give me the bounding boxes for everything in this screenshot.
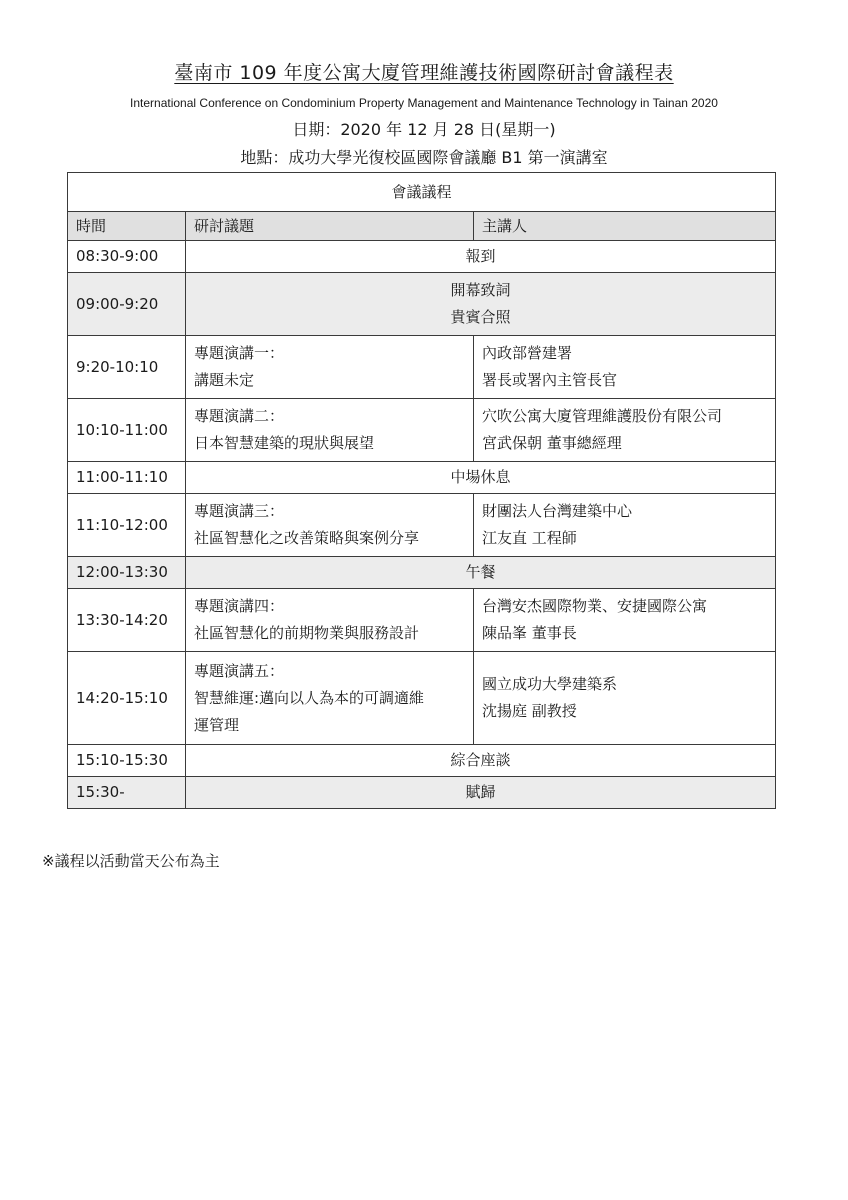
session-speaker bbox=[474, 589, 776, 652]
topic-line: 社區智慧化之改善策略與案例分享 bbox=[194, 529, 420, 547]
speaker-line: 宮武保朝 董事總經理 bbox=[482, 434, 622, 452]
session-time: 13:30-14:20 bbox=[68, 589, 186, 652]
speaker-line: 沈揚庭 副教授 bbox=[482, 702, 577, 720]
column-header-speaker: 主講人 bbox=[474, 212, 776, 241]
table-row bbox=[68, 652, 776, 745]
session-merged bbox=[186, 745, 776, 777]
speaker-line: 國立成功大學建築系 bbox=[482, 675, 618, 693]
session-topic bbox=[186, 589, 474, 652]
session-speaker bbox=[474, 652, 776, 745]
speaker-line: 陳品峯 董事長 bbox=[482, 624, 577, 642]
session-speaker bbox=[474, 399, 776, 462]
session-time: 14:20-15:10 bbox=[68, 652, 186, 745]
topic-line: 專題演講五： bbox=[194, 661, 285, 680]
table-row bbox=[68, 462, 776, 494]
session-speaker bbox=[474, 336, 776, 399]
column-header-time: 時間 bbox=[68, 212, 186, 241]
table-row bbox=[68, 494, 776, 557]
session-merged bbox=[186, 273, 776, 336]
speaker-line: 台灣安杰國際物業、安捷國際公寓 bbox=[482, 597, 708, 615]
topic-line: 專題演講四： bbox=[194, 597, 285, 615]
session-merged-text: 開幕致詞 bbox=[450, 281, 511, 299]
session-merged bbox=[186, 241, 776, 273]
session-merged-text: 貴賓合照 bbox=[450, 308, 511, 326]
table-row bbox=[68, 336, 776, 399]
footnote: ※議程以活動當天公布為主 bbox=[42, 852, 220, 870]
session-time: 11:10-12:00 bbox=[68, 494, 186, 557]
topic-line: 專題演講二： bbox=[194, 407, 285, 425]
event-date: 日期：2020 年 12 月 28 日(星期一) bbox=[292, 120, 556, 139]
session-speaker bbox=[474, 494, 776, 557]
topic-line: 專題演講一： bbox=[194, 344, 285, 362]
table-row bbox=[68, 589, 776, 652]
session-merged-text: 午餐 bbox=[465, 563, 496, 581]
speaker-line: 內政部營建署 bbox=[482, 344, 573, 362]
table-row bbox=[68, 777, 776, 809]
topic-line: 智慧維運:邁向以人為本的可調適維 bbox=[194, 688, 425, 707]
speaker-line: 財團法人台灣建築中心 bbox=[482, 502, 633, 520]
table-heading-row bbox=[68, 173, 776, 212]
table-row bbox=[68, 745, 776, 777]
session-time: 12:00-13:30 bbox=[68, 557, 186, 589]
session-time: 10:10-11:00 bbox=[68, 399, 186, 462]
event-venue: 地點：成功大學光復校區國際會議廳 B1 第一演講室 bbox=[240, 148, 608, 167]
session-time: 9:20-10:10 bbox=[68, 336, 186, 399]
column-header-topic: 研討議題 bbox=[186, 212, 474, 241]
session-merged bbox=[186, 777, 776, 809]
column-header-row bbox=[68, 212, 776, 241]
session-time: 11:00-11:10 bbox=[68, 462, 186, 494]
session-merged-text: 綜合座談 bbox=[450, 751, 511, 769]
session-topic bbox=[186, 652, 474, 745]
session-topic bbox=[186, 399, 474, 462]
table-row bbox=[68, 399, 776, 462]
topic-line: 日本智慧建築的現狀與展望 bbox=[194, 434, 375, 452]
session-topic bbox=[186, 336, 474, 399]
table-row bbox=[68, 557, 776, 589]
session-merged bbox=[186, 557, 776, 589]
session-time: 15:10-15:30 bbox=[68, 745, 186, 777]
session-time: 15:30- bbox=[68, 777, 186, 809]
session-merged bbox=[186, 462, 776, 494]
speaker-line: 署長或署內主管長官 bbox=[482, 371, 618, 389]
session-time: 09:00-9:20 bbox=[68, 273, 186, 336]
session-merged-text: 賦歸 bbox=[465, 783, 496, 801]
topic-line: 社區智慧化的前期物業與服務設計 bbox=[194, 624, 420, 642]
topic-line: 講題未定 bbox=[194, 371, 255, 389]
table-row bbox=[68, 241, 776, 273]
session-merged-text: 中場休息 bbox=[450, 468, 511, 486]
topic-line: 運管理 bbox=[194, 715, 240, 734]
session-merged-text: 報到 bbox=[465, 247, 496, 265]
session-time: 08:30-9:00 bbox=[68, 241, 186, 273]
session-topic bbox=[186, 494, 474, 557]
page-title: 臺南市 109 年度公寓大廈管理維護技術國際研討會議程表 bbox=[174, 62, 674, 84]
english-subtitle: International Conference on Condominium Property Management and Maintenance Technology in Tainan 2020 bbox=[130, 96, 718, 110]
agenda-table bbox=[67, 172, 776, 809]
table-heading: 會議議程 bbox=[68, 173, 776, 212]
table-row bbox=[68, 273, 776, 336]
speaker-line: 江友直 工程師 bbox=[482, 529, 577, 547]
topic-line: 專題演講三： bbox=[194, 502, 285, 520]
speaker-line: 穴吹公寓大廈管理維護股份有限公司 bbox=[482, 407, 723, 425]
